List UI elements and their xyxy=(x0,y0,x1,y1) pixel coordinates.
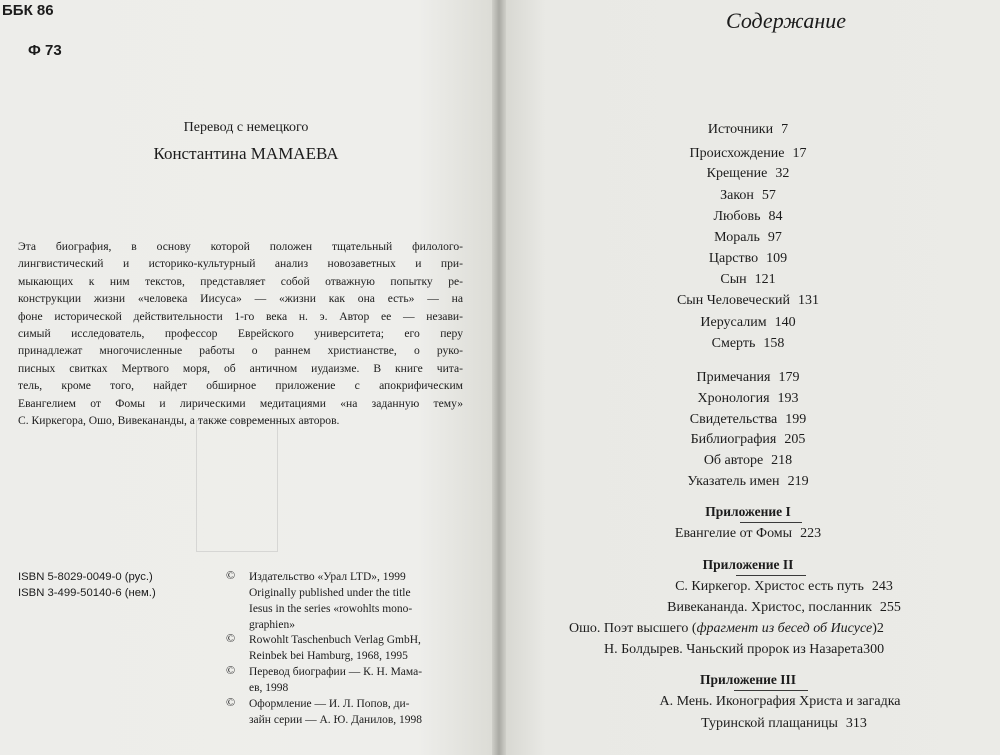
annotation-line: мыкающих к ним текстов, представляет собой отважную попытку ре- xyxy=(18,274,463,288)
appendix-rule xyxy=(740,522,802,523)
left-page xyxy=(0,0,492,755)
appendix-heading: Приложение I xyxy=(705,504,791,519)
copyright-icon: © xyxy=(226,695,236,709)
translation-line: Перевод с немецкого xyxy=(183,120,309,135)
appendix-heading: Приложение III xyxy=(699,672,797,687)
toc-entry: Ошо. Поэт высшего (фрагмент из бесед об Иисусе)2 xyxy=(569,621,884,636)
annotation-line: С. Киркегора, Ошо, Вивекананды, а также современных авторов. xyxy=(18,414,340,428)
copyright-line: Reinbek bei Hamburg, 1968, 1995 xyxy=(249,650,408,662)
annotation xyxy=(18,238,463,429)
copyright-line: Издательство «Урал LTD», 1999 xyxy=(249,571,406,583)
copyright-icon: © xyxy=(226,568,236,582)
toc-entry: Евангелие от Фомы 223 xyxy=(674,526,822,541)
toc-entry: Любовь 84 xyxy=(713,209,783,224)
show-through-stamp xyxy=(196,420,278,552)
toc-entry: Крещение 32 xyxy=(706,166,790,181)
toc-entry: Иерусалим 140 xyxy=(700,315,796,330)
toc-entry: Примечания 179 xyxy=(696,370,800,385)
annotation-line: лингвистический и историко-культурный анализ новозаветных и при- xyxy=(18,257,463,271)
copyright-line: Rowohlt Taschenbuch Verlag GmbH, xyxy=(249,634,421,646)
toc-entry: Библиография 205 xyxy=(690,432,806,447)
copyright-icon: © xyxy=(226,631,236,645)
annotation-line: тель, кроме того, найдет обширное приложение с апокрифическим xyxy=(18,379,463,393)
copyright-line: ев, 1998 xyxy=(249,682,289,694)
toc-entry: А. Мень. Иконография Христа и загадка xyxy=(659,694,901,709)
copyright-line: зайн серии — А. Ю. Данилов, 1998 xyxy=(249,714,423,726)
toc-entry: Туринской плащаницы 313 xyxy=(701,716,867,731)
annotation-line: симый исследователь, профессор Еврейского университета; его перу xyxy=(18,327,463,341)
toc-entry: Мораль 97 xyxy=(714,230,782,245)
book-gutter xyxy=(492,0,506,755)
toc-entry: Царство 109 xyxy=(708,251,788,266)
isbn-german: ISBN 3-499-50140-6 (нем.) xyxy=(18,587,156,599)
toc-entry: Сын 121 xyxy=(720,272,776,287)
toc-entry: Вивекананда. Христос, посланник 255 xyxy=(667,600,901,615)
annotation-line: Эта биография, в основу которой положен тщательный филолого- xyxy=(18,240,463,253)
copyright-line: Оформление — И. Л. Попов, ди- xyxy=(249,698,410,710)
toc-entry: Свидетельства 199 xyxy=(689,412,807,427)
toc-entry: Происхождение 17 xyxy=(689,146,807,161)
toc-entry: Хронология 193 xyxy=(697,391,799,406)
translator-line: Константина МАМАЕВА xyxy=(153,144,339,163)
bbk-code: ББК 86 xyxy=(2,2,54,19)
copyright-line: Originally published under the title xyxy=(249,587,411,599)
appendix-heading: Приложение II xyxy=(702,557,794,572)
annotation-line: фоне исторической действительности 1-го века н. э. Автор ее — незави- xyxy=(18,309,463,323)
author-mark: Ф 73 xyxy=(28,42,62,59)
appendix-rule xyxy=(734,690,808,691)
copyright-line: graphien» xyxy=(249,619,295,631)
annotation-line: конструкции жизни «человека Иисуса» — «жизни как она есть» — на xyxy=(18,292,463,306)
isbn-russian: ISBN 5-8029-0049-0 (рус.) xyxy=(18,571,153,583)
toc-entry: С. Киркегор. Христос есть путь 243 xyxy=(675,579,893,594)
toc-entry: Источники 7 xyxy=(707,122,789,137)
copyright-line: Iesus in the series «rowohlts mono- xyxy=(249,603,413,615)
contents-title: Содержание xyxy=(726,8,847,33)
toc-entry: Об авторе 218 xyxy=(703,453,793,468)
toc-entry: Закон 57 xyxy=(720,188,776,203)
annotation-line: принадлежат многочисленные работы о раннем христианстве, о руко- xyxy=(18,344,463,358)
toc-entry: Н. Болдырев. Чаньский пророк из Назарета300 xyxy=(604,642,885,657)
annotation-line: Евангелием от Фомы и лирическими медитациями «на заданную тему» xyxy=(18,396,463,410)
toc-entry: Сын Человеческий 131 xyxy=(676,293,820,308)
toc-entry: Смерть 158 xyxy=(711,336,785,351)
appendix-rule xyxy=(736,575,806,576)
annotation-line: писных свитках Мертвого моря, об античном иудаизме. В книге чита- xyxy=(18,361,463,375)
copyright-icon: © xyxy=(226,663,236,677)
copyright-line: Перевод биографии — К. Н. Мама- xyxy=(249,666,423,678)
toc-entry: Указатель имен 219 xyxy=(687,474,809,489)
